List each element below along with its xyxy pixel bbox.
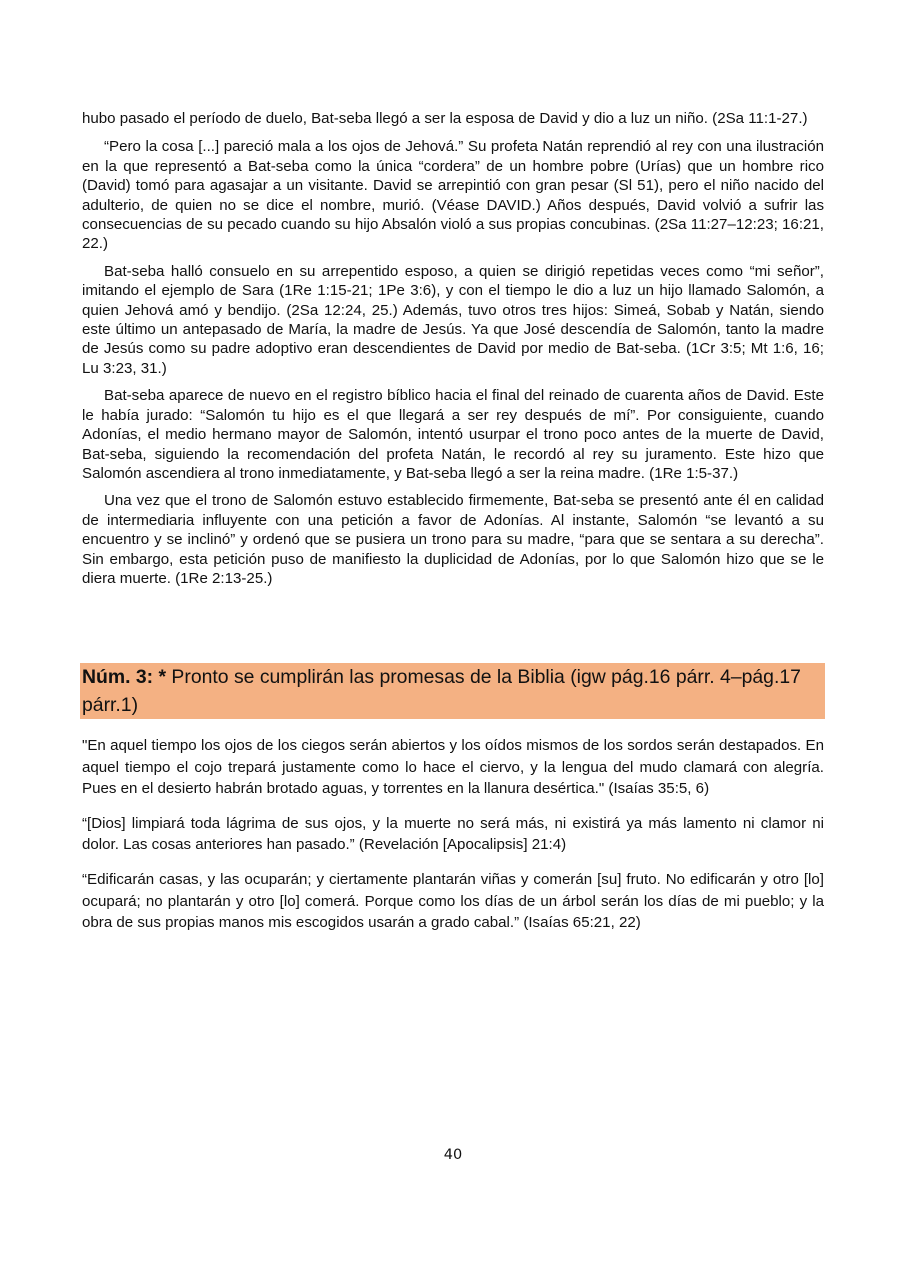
quote-paragraph: “[Dios] limpiará toda lágrima de sus ojos, y la muerte no será más, ni existirá ya más lamento ni clamor ni dolor. Las cosas anteriores han pasado.” (Revelación [Apocalipsis] 21:4) <box>82 814 824 854</box>
paragraph: “Pero la cosa [...] pareció mala a los ojos de Jehová.” Su profeta Natán reprendió al rey con una ilustración en la que representó a Bat-seba como la única “cordera” de un hombre pobre (Urías) que un hombre rico (David) tomó para agasajar a un visitante. David se arrepintió con gran pesar (Sl 51), pero el niño nacido del adulterio, de quien no se dice el nombre, murió. (Véase DAVID.) Años después, David volvió a sufrir las consecuencias de su pecado cuando su hijo Absalón violó a sus propias concubinas. (2Sa 11:27–12:23; 16:21, 22.) <box>82 138 824 253</box>
page-number: 40 <box>443 1147 463 1163</box>
section-title: Pronto se cumplirán las promesas de la Biblia (igw pág.16 párr. 4–pág.17 párr.1) <box>82 666 801 716</box>
section-heading <box>80 663 825 719</box>
body-text <box>82 109 824 596</box>
quote-paragraph: "En aquel tiempo los ojos de los ciegos serán abiertos y los oídos mismos de los sordos serán destapados. En aquel tiempo el cojo trepará justamente como lo hace el ciervo, y la lengua del mudo clamará con alegría. Pues en el desierto habrán brotado aguas, y torrentes en la llanura desértica." (Isaías 35:5, 6) <box>82 737 824 798</box>
paragraph: Bat-seba aparece de nuevo en el registro bíblico hacia el final del reinado de cuarenta años de David. Este le había jurado: “Salomón tu hijo es el que llegará a ser rey después de mí”. Por consiguiente, cuando Adonías, el medio hermano mayor de Salomón, intentó usurpar el trono poco antes de la muerte de David, Bat-seba, siguiendo la recomendación del profeta Natán, le recordó al rey su juramento. Este hizo que Salomón ascendiera al trono inmediatamente, y Bat-seba llegó a ser la reina madre. (1Re 1:5-37.) <box>82 387 824 482</box>
paragraph: Bat-seba halló consuelo en su arrepentido esposo, a quien se dirigió repetidas veces como “mi señor”, imitando el ejemplo de Sara (1Re 1:15-21; 1Pe 3:6), y con el tiempo le dio a luz un hijo llamado Salomón, a quien Jehová amó y bendijo. (2Sa 12:24, 25.) Además, tuvo otros tres hijos: Simeá, Sobab y Natán, siendo este último un antepasado de María, la madre de Jesús. Ya que José descendía de Salomón, tanto la madre de Jesús como su padre adoptivo eran descendientes de David por medio de Bat-seba. (1Cr 3:5; Mt 1:6, 16; Lu 3:23, 31.) <box>82 262 824 377</box>
quote-paragraph: “Edificarán casas, y las ocuparán; y ciertamente plantarán viñas y comerán [su] fruto. No edificarán y otro [lo] ocupará; no plantarán y otro [lo] comerá. Porque como los días de un árbol serán los días de mi pueblo; y la obra de sus propias manos mis escogidos usarán a grado cabal.” (Isaías 65:21, 22) <box>82 870 824 932</box>
paragraph: Una vez que el trono de Salomón estuvo establecido firmemente, Bat-seba se presentó ante él en calidad de intermediaria influyente con una petición a favor de Adonías. Al instante, Salomón “se levantó a su encuentro y se inclinó” y ordenó que se pusiera un trono para su madre, “para que se sentara a su derecha”. Sin embargo, esta petición puso de manifiesto la duplicidad de Adonías, por lo que Salomón hizo que se le diera muerte. (1Re 2:13-25.) <box>82 492 824 587</box>
scripture-quotes <box>82 735 824 947</box>
section-number: Núm. 3: * <box>82 666 167 688</box>
paragraph: hubo pasado el período de duelo, Bat-seba llegó a ser la esposa de David y dio a luz un niño. (2Sa 11:1-27.) <box>82 110 808 127</box>
